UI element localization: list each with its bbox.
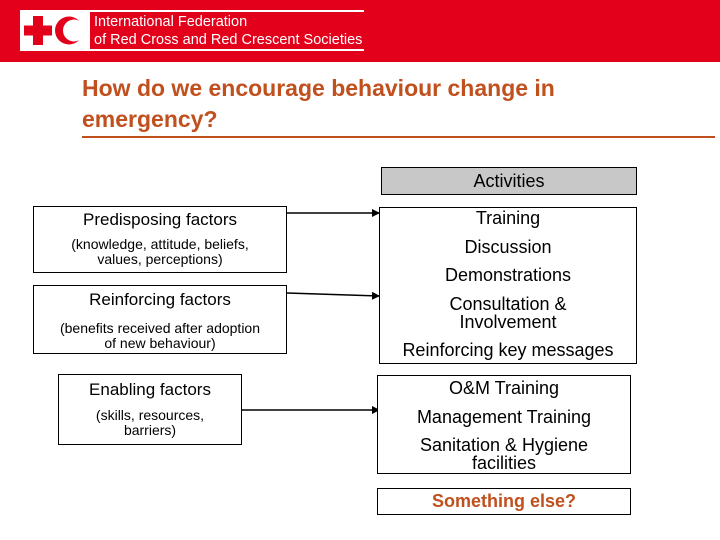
org-name-line2: of Red Cross and Red Crescent Societies	[94, 32, 363, 48]
slide-title-line2: emergency?	[82, 106, 218, 132]
factor-description: (benefits received after adoption of new behaviour)	[59, 320, 260, 351]
activities-header: Activities	[381, 167, 637, 195]
activity-item: O&M Training	[448, 378, 560, 398]
arrow-reinforcing	[287, 293, 379, 296]
activities-box-1	[379, 207, 637, 364]
factor-title: Enabling factors	[89, 380, 211, 399]
activity-item: Reinforcing key messages	[402, 340, 614, 360]
activity-item: Training	[475, 208, 541, 228]
factor-description: (skills, resources, barriers)	[95, 407, 205, 438]
something-else-box: Something else?	[377, 488, 631, 515]
factor-title: Reinforcing factors	[89, 290, 231, 309]
activity-item: Discussion	[464, 236, 552, 257]
activities-box-2	[377, 375, 631, 474]
factor-description: (knowledge, attitude, beliefs, values, perceptions)	[71, 236, 249, 267]
activity-item: Demonstrations	[444, 265, 572, 285]
org-name-line1: International Federation	[94, 14, 248, 30]
factor-title: Predisposing factors	[82, 210, 238, 229]
activity-item: Sanitation & Hygiene facilities	[419, 435, 589, 473]
slide-title-line1: How do we encourage behaviour change in	[82, 75, 555, 101]
activity-item: Management Training	[416, 406, 592, 427]
activity-item: Consultation & Involvement	[449, 293, 567, 332]
